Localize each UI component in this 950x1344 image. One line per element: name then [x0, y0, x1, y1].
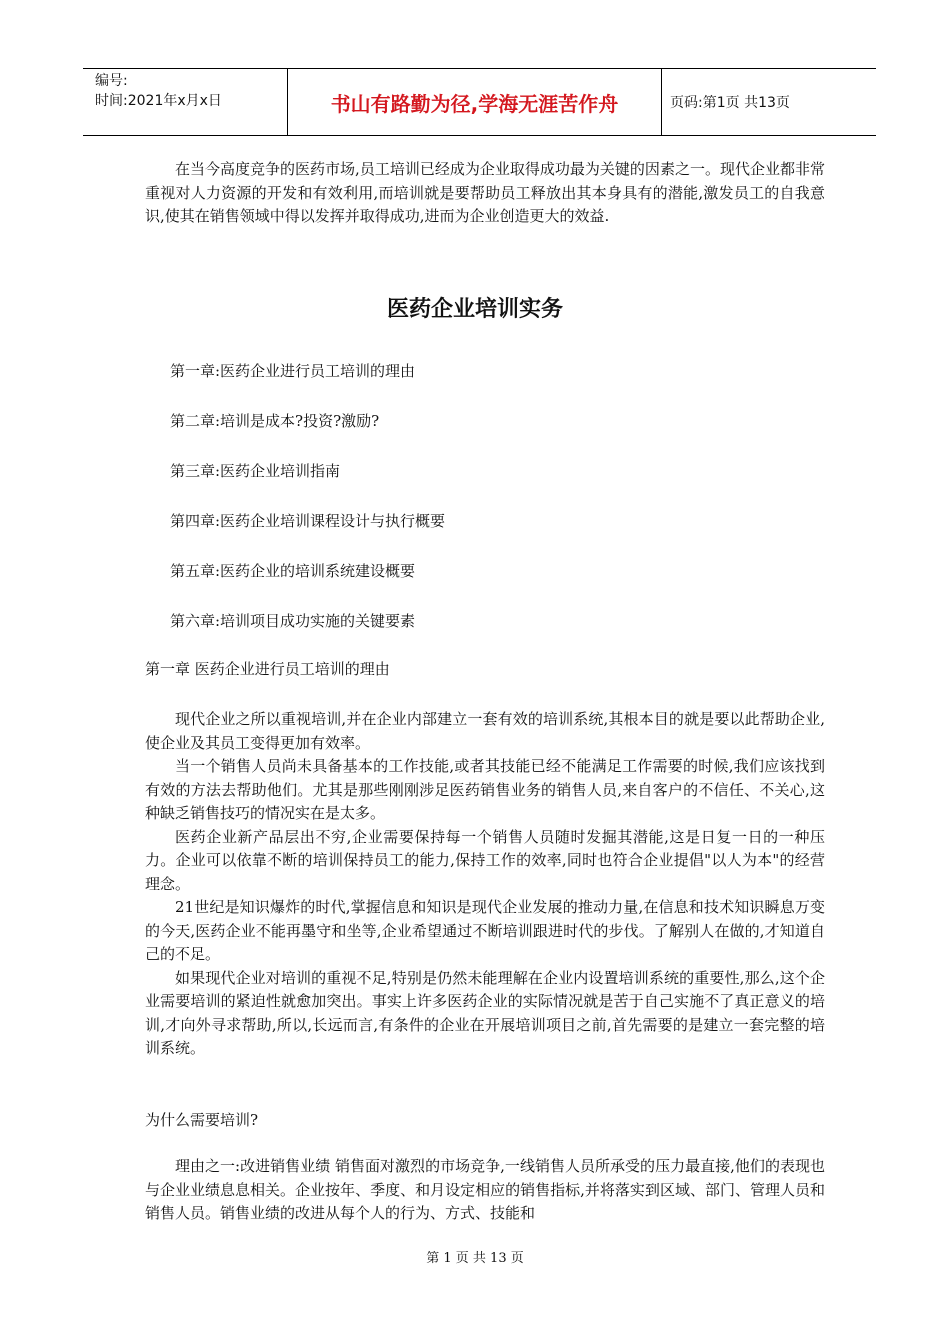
header-page-info: 页码:第1页 共13页 — [670, 95, 790, 111]
toc-item: 第二章:培训是成本?投资?激励? — [170, 412, 380, 430]
body-paragraph: 21世纪是知识爆炸的时代,掌握信息和知识是现代企业发展的推动力量,在信息和技术知识瞬息万变的今天,医药企业不能再墨守和坐等,企业希望通过不断培训跟进时代的步伐。了解别人在做的,才知道自己的不足。 — [145, 898, 825, 963]
toc-item: 第一章:医药企业进行员工培训的理由 — [170, 362, 416, 380]
reason-block — [145, 1155, 825, 1226]
toc-item: 第四章:医药企业培训课程设计与执行概要 — [170, 512, 446, 530]
header-motto: 书山有路勤为径,学海无涯苦作舟 — [288, 69, 662, 135]
header-meta — [83, 69, 288, 135]
body-paragraph: 如果现代企业对培训的重视不足,特别是仍然未能理解在企业内设置培训系统的重要性,那么,这个企业需要培训的紧迫性就愈加突出。事实上许多医药企业的实际情况就是苦于自己实施不了真正意义的培训,才向外寻求帮助,所以,长远而言,有条件的企业在开展培训项目之前,首先需要的是建立一套完整的培训系统。 — [145, 968, 825, 1057]
toc-item: 第六章:培训项目成功实施的关键要素 — [170, 612, 416, 630]
toc-item: 第三章:医药企业培训指南 — [170, 462, 341, 480]
chapter1-body — [145, 708, 825, 1061]
body-paragraph: 现代企业之所以重视培训,并在企业内部建立一套有效的培训系统,其根本目的就是要以此帮助企业,使企业及其员工变得更加有效率。 — [145, 710, 825, 752]
toc-item: 第五章:医药企业的培训系统建设概要 — [170, 562, 416, 580]
page-footer: 第 1 页 共 13 页 — [426, 1251, 524, 1266]
chapter1-heading: 第一章 医药企业进行员工培训的理由 — [145, 660, 390, 678]
number-label: 编号: — [95, 73, 128, 89]
table-of-contents — [170, 360, 445, 660]
time-label: 时间:2021年x月x日 — [95, 93, 222, 109]
document-title: 医药企业培训实务 — [386, 297, 563, 322]
intro-block — [145, 158, 825, 229]
intro-paragraph: 在当今高度竞争的医药市场,员工培训已经成为企业取得成功最为关键的因素之一。现代企业都非常重视对人力资源的开发和有效利用,而培训就是要帮助员工释放出其本身具有的潜能,激发员工的自我意识,使其在销售领域中得以发挥并取得成功,进而为企业创造更大的效益. — [145, 160, 825, 225]
reason-paragraph: 理由之一:改进销售业绩 销售面对激烈的市场竞争,一线销售人员所承受的压力最直接,他们的表现也与企业业绩息息相关。企业按年、季度、和月设定相应的销售指标,并将落实到区域、部门、管理人员和销售人员。销售业绩的改进从每个人的行为、方式、技能和 — [145, 1157, 825, 1222]
page-header — [83, 68, 876, 136]
body-paragraph: 当一个销售人员尚未具备基本的工作技能,或者其技能已经不能满足工作需要的时候,我们应该找到有效的方法去帮助他们。尤其是那些刚刚涉足医药销售业务的销售人员,来自客户的不信任、不关心,这种缺乏销售技巧的情况实在是太多。 — [145, 757, 825, 822]
body-paragraph: 医药企业新产品层出不穷,企业需要保持每一个销售人员随时发掘其潜能,这是日复一日的一种压力。企业可以依靠不断的培训保持员工的能力,保持工作的效率,同时也符合企业提倡"以人为本"的经营理念。 — [145, 827, 825, 893]
why-heading: 为什么需要培训? — [145, 1111, 259, 1129]
